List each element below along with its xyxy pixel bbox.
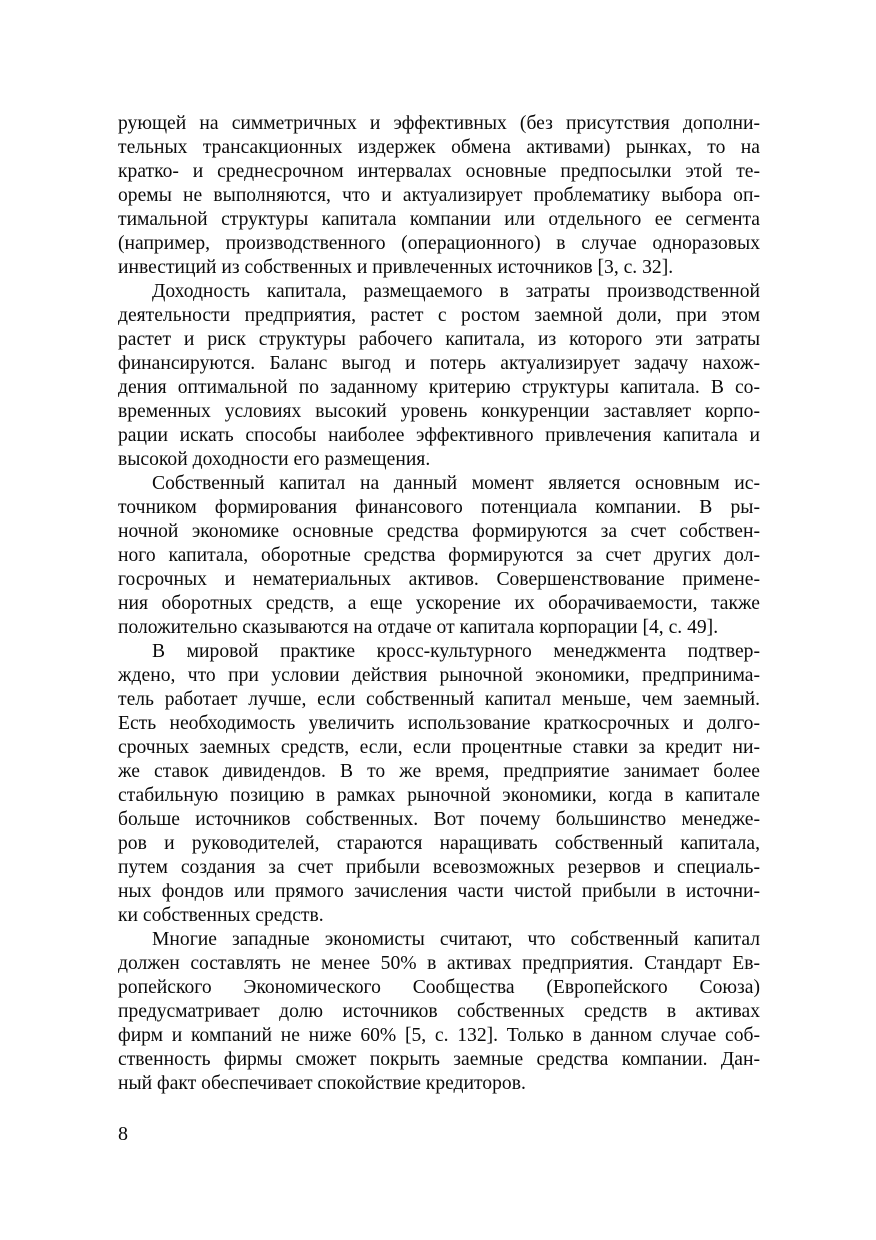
text-line: дения оптимальной по заданному критерию структуры капитала. В со- [118, 377, 760, 398]
text-line: высокой доходности его размещения. [118, 449, 431, 470]
text-line: госрочных и нематериальных активов. Совершенствование примене- [118, 569, 760, 590]
text-line: Многие западные экономисты считают, что собственный капитал [152, 929, 760, 950]
text-line: стабильную позицию в рамках рыночной экономики, когда в капитале [118, 785, 760, 806]
paragraph [118, 928, 760, 1096]
text-line: В мировой практике кросс-культурного менеджмента подтвер- [152, 641, 760, 662]
text-line: Собственный капитал на данный момент является основным ис- [152, 473, 760, 494]
text-line: рации искать способы наиболее эффективного привлечения капитала и [118, 425, 760, 446]
text-line: ждено, что при условии действия рыночной экономики, предпринима- [118, 665, 760, 686]
text-line: тимальной структуры капитала компании или отдельного ее сегмента [118, 209, 760, 230]
text-line: же ставок дивидендов. В то же время, предприятие занимает более [118, 761, 760, 782]
text-line: ропейского Экономического Сообщества (Европейского Союза) [118, 977, 760, 998]
paragraph [118, 112, 760, 280]
text-line: путем создания за счет прибыли всевозможных резервов и специаль- [118, 857, 760, 878]
text-line: инвестиций из собственных и привлеченных источников [3, с. 32]. [118, 257, 674, 278]
text-line: рующей на симметричных и эффективных (без присутствия дополни- [118, 113, 760, 134]
text-line: кратко- и среднесрочном интервалах основные предпосылки этой те- [118, 161, 760, 182]
text-line: фирм и компаний не ниже 60% [5, с. 132]. Только в данном случае соб- [118, 1025, 760, 1046]
text-line: срочных заемных средств, если, если процентные ставки за кредит ни- [118, 737, 760, 758]
text-line: больше источников собственных. Вот почему большинство менедже- [118, 809, 760, 830]
text-line: точником формирования финансового потенциала компании. В ры- [118, 497, 760, 518]
text-line: ночной экономике основные средства формируются за счет собствен- [118, 521, 760, 542]
text-line: ного капитала, оборотные средства формируются за счет других дол- [118, 545, 760, 566]
text-line: Доходность капитала, размещаемого в затраты производственной [152, 281, 760, 302]
text-line: финансируются. Баланс выгод и потерь актуализирует задачу нахож- [118, 353, 760, 374]
text-line: Есть необходимость увеличить использование краткосрочных и долго- [118, 713, 760, 734]
text-line: (например, производственного (операционного) в случае одноразовых [118, 233, 760, 254]
text-line: ров и руководителей, стараются наращивать собственный капитала, [118, 833, 760, 854]
paragraph [118, 640, 760, 928]
text-line: ных фондов или прямого зачисления части чистой прибыли в источни- [118, 881, 760, 902]
text-line: деятельности предприятия, растет с ростом заемной доли, при этом [118, 305, 760, 326]
page-text [118, 112, 760, 1096]
text-line: положительно сказываются на отдаче от капитала корпорации [4, с. 49]. [118, 617, 719, 638]
text-line: ственность фирмы сможет покрыть заемные средства компании. Дан- [118, 1049, 760, 1070]
text-line: тельных трансакционных издержек обмена активами) рынках, то на [118, 137, 760, 158]
text-line: ния оборотных средств, а еще ускорение их оборачиваемости, также [118, 593, 760, 614]
text-line: ки собственных средств. [118, 905, 324, 926]
text-line: должен составлять не менее 50% в активах предприятия. Стандарт Ев- [118, 953, 760, 974]
paragraph [118, 280, 760, 472]
text-line: тель работает лучше, если собственный капитал меньше, чем заемный. [118, 689, 760, 710]
paragraph [118, 472, 760, 640]
text-line: временных условиях высокий уровень конкуренции заставляет корпо- [118, 401, 760, 422]
text-line: оремы не выполняются, что и актуализирует проблематику выбора оп- [118, 185, 760, 206]
page-number: 8 [118, 1123, 128, 1145]
text-line: ный факт обеспечивает спокойствие кредиторов. [118, 1073, 526, 1094]
text-line: предусматривает долю источников собственных средств в активах [118, 1001, 760, 1022]
text-line: растет и риск структуры рабочего капитала, из которого эти затраты [118, 329, 760, 350]
